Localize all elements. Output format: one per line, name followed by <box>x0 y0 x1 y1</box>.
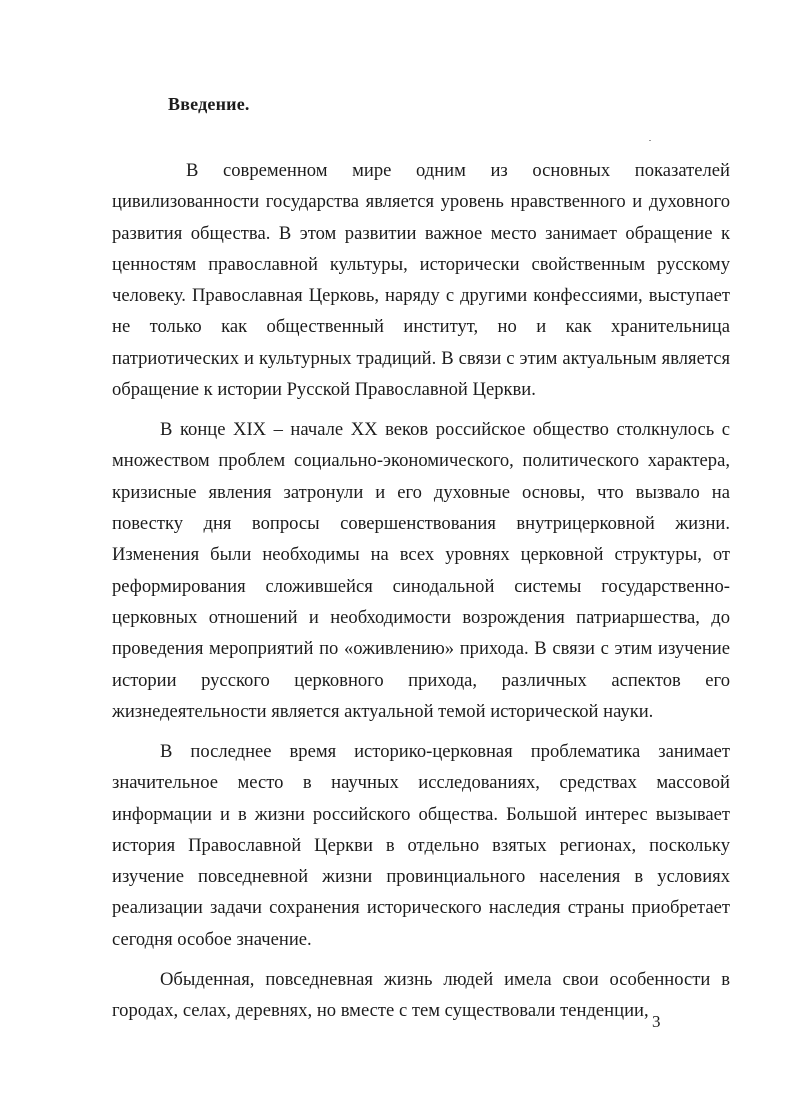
page-title: Введение. <box>168 94 250 114</box>
paragraph-3: В последнее время историко-церковная проблематика занимает значительное место в научных исследованиях, средствах массовой информации и в жизни российского общества. Большой интерес вызывает история Православной Церкви в отдельно взятых регионах, поскольку изучение повседневной жизни провинциального населения в условиях реализации задачи сохранения исторического наследия страны приобретает сегодня особое значение. <box>112 740 730 950</box>
body-text <box>112 155 730 1035</box>
paragraph-4: Обыденная, повседневная жизнь людей имела свои особенности в городах, селах, деревнях, но вместе с тем существовали тенденции, <box>112 968 730 1022</box>
paragraph-1: В современном мире одним из основных показателей цивилизованности государства является уровень нравственного и духовного развития общества. В этом развитии важное место занимает обращение к ценностям православной культуры, исторически свойственным русскому человеку. Православная Церковь, наряду с другими конфессиями, выступает не только как общественный институт, но и как хранительница патриотических и культурных традиций. В связи с этим актуальным является обращение к истории Русской Православной Церкви. <box>112 160 730 401</box>
paragraph-2: В конце XIX – начале XX веков российское общество столкнулось с множеством проблем социально-экономического, политического характера, кризисные явления затронули и его духовные основы, что вызвало на повестку дня вопросы совершенствования внутрицерковной жизни. Изменения были необходимы на всех уровнях церковной структуры, от реформирования сложившейся синодальной системы государственно-церковных отношений и необходимости возрождения патриаршества, до проведения мероприятий по «оживлению» прихода. В связи с этим изучение истории русского церковного прихода, различных аспектов его жизнедеятельности является актуальной темой исторической науки. <box>112 419 730 722</box>
scan-speck <box>649 140 651 141</box>
page-number: 3 <box>652 1012 661 1031</box>
